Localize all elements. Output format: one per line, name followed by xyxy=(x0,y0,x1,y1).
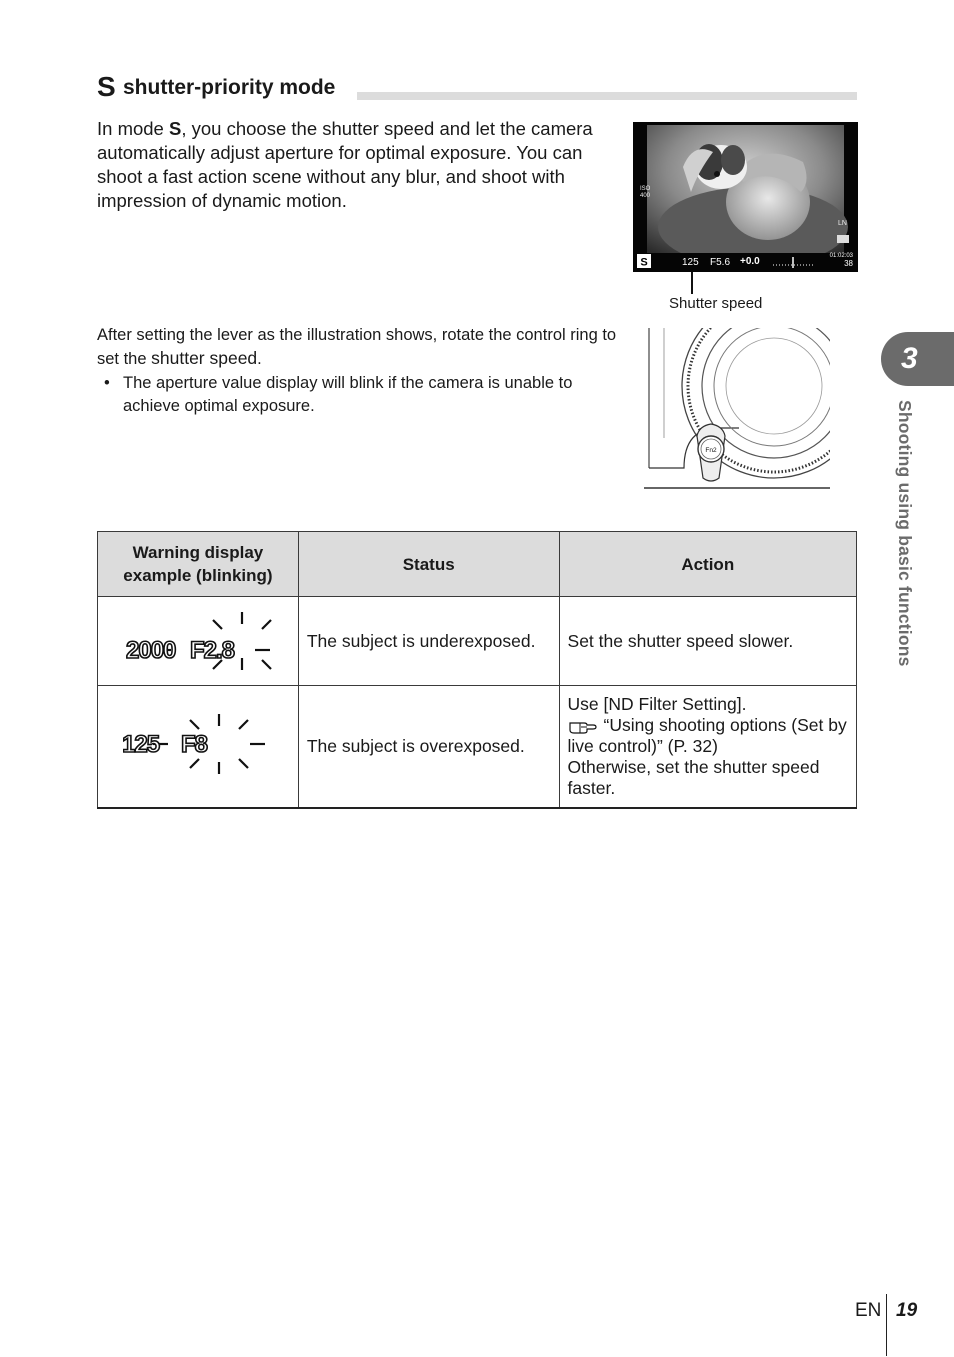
chapter-title: Shooting using basic functions xyxy=(895,400,915,667)
instruction-text: After setting the lever as the illustration shows, rotate the control ring to set the xyxy=(97,326,617,368)
header-warning: Warning display example (blinking) xyxy=(98,532,299,597)
title-rule xyxy=(357,92,857,100)
header-status: Status xyxy=(298,532,559,597)
intro-text-end: , you choose the shutter speed and let the camera automatically adjust aperture for optimal exposure. You can shoot a fast action scene without any blur, and shoot with impression of dynamic motion. xyxy=(97,118,593,211)
bullet-note xyxy=(104,372,614,418)
intro-text-start: In mode xyxy=(97,118,169,139)
overlay-iso-label: ISO xyxy=(640,186,651,192)
camera-illustration xyxy=(644,328,830,491)
overlay-record-time: 01:02:03 xyxy=(829,253,853,259)
intro-paragraph xyxy=(97,117,617,213)
header-action: Action xyxy=(559,532,856,597)
overlay-iso-value: 400 xyxy=(640,193,651,199)
instruction-emphasis: shutter speed xyxy=(151,348,258,368)
instruction-end: . xyxy=(257,350,262,368)
instruction-paragraph xyxy=(97,324,617,371)
section-title xyxy=(97,72,857,102)
table-row xyxy=(98,686,857,809)
footer-divider xyxy=(886,1294,887,1356)
section-title-text: shutter-priority mode xyxy=(123,76,339,100)
pointing-hand-icon xyxy=(568,718,598,734)
warning-aperture-value: F8 xyxy=(180,731,207,758)
overlay-mode: S xyxy=(640,256,648,269)
shutter-speed-leader-line xyxy=(691,272,693,294)
action-line: Use [ND Filter Setting]. xyxy=(567,694,747,714)
table-row xyxy=(98,597,857,686)
status-cell: The subject is overexposed. xyxy=(298,686,559,809)
warning-table xyxy=(97,531,857,809)
table-header-row xyxy=(98,532,857,597)
warning-display-cell xyxy=(98,686,299,809)
chapter-tab xyxy=(881,332,954,386)
action-line: Otherwise, set the shutter speed faster. xyxy=(567,757,820,798)
blinking-aperture-display xyxy=(123,709,273,779)
overlay-quality: LN xyxy=(838,220,847,227)
status-cell: The subject is underexposed. xyxy=(298,597,559,686)
live-view-photo xyxy=(633,122,858,272)
overlay-exposure: +0.0 xyxy=(740,256,760,267)
mode-letter: S xyxy=(97,71,116,102)
action-cell: Set the shutter speed slower. xyxy=(559,597,856,686)
footer-language: EN xyxy=(855,1300,882,1321)
intro-mode-letter: S xyxy=(169,118,182,139)
chapter-number: 3 xyxy=(901,342,918,375)
bullet-mark: • xyxy=(104,374,110,392)
page-number: 19 xyxy=(896,1300,918,1321)
blinking-aperture-display xyxy=(123,604,273,674)
warning-display-cell xyxy=(98,597,299,686)
action-reference xyxy=(568,715,848,757)
bullet-text: The aperture value display will blink if the camera is unable to achieve optimal exposure. xyxy=(123,374,573,415)
warning-aperture-value: F2.8 xyxy=(189,636,234,664)
overlay-shutter: 125 xyxy=(682,257,699,268)
warning-shutter-value: 125 xyxy=(122,731,159,758)
action-cell xyxy=(559,686,856,809)
action-reference-text: “Using shooting options (Set by live control)” (P. 32) xyxy=(567,715,847,756)
fn2-button-label: Fn2 xyxy=(705,447,717,454)
overlay-aperture: F5.6 xyxy=(710,257,731,268)
warning-shutter-value: 2000 xyxy=(125,636,176,664)
photo-caption: Shutter speed xyxy=(669,295,763,312)
overlay-shots-remaining: 38 xyxy=(844,259,853,268)
